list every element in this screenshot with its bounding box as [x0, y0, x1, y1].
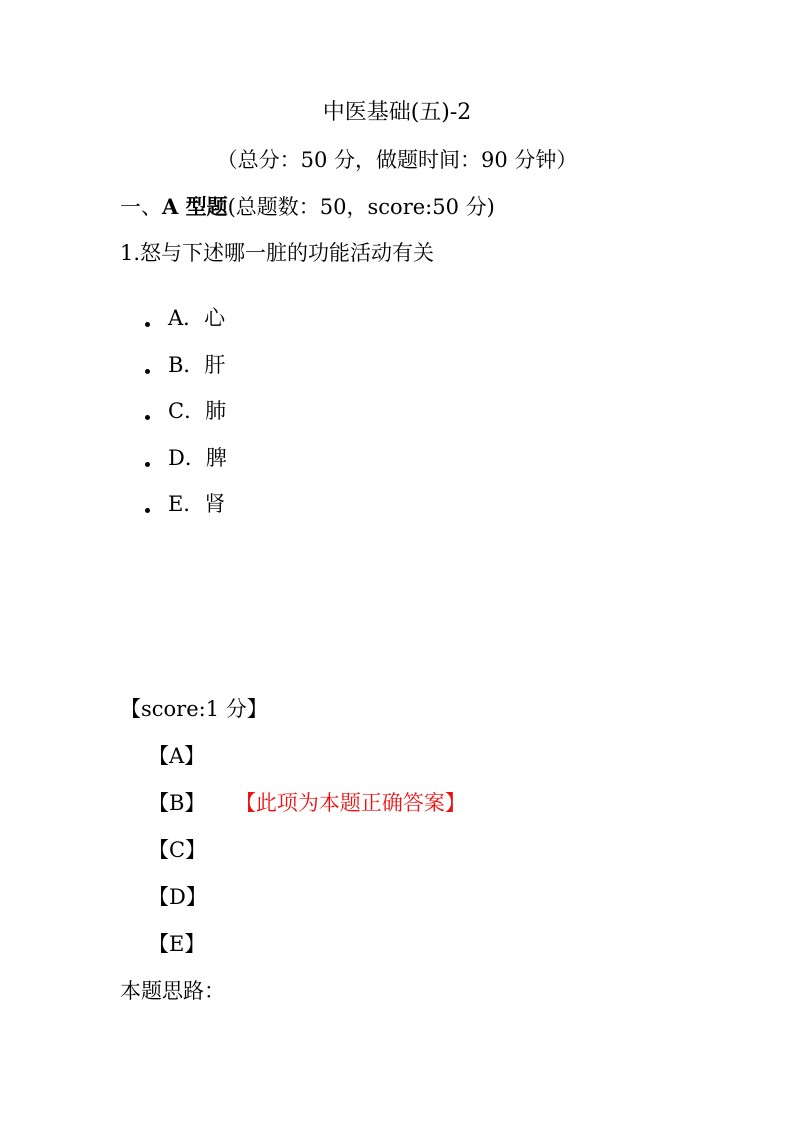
bullet-icon: [145, 415, 150, 420]
option-item: [145, 396, 227, 443]
option-label: D．脾: [168, 445, 227, 470]
section-prefix: 一、: [120, 195, 162, 219]
bullet-icon: [145, 508, 150, 513]
bullet-icon: [145, 462, 150, 467]
answer-list: [148, 741, 466, 976]
option-list: [145, 303, 227, 536]
explanation-label: 本题思路：: [120, 979, 225, 1003]
answer-item-c: [148, 835, 466, 882]
bullet-icon: [145, 322, 150, 327]
answer-label: 【A】: [148, 744, 206, 768]
option-label: E．肾: [168, 492, 226, 516]
answer-item-e: [148, 929, 466, 976]
exam-subtitle: （总分：50 分，做题时间：90 分钟）: [216, 148, 578, 172]
bullet-icon: [145, 369, 150, 374]
answer-item-b: [148, 788, 466, 835]
correct-answer-note: 【此项为本题正确答案】: [245, 791, 466, 815]
answer-label: 【D】: [148, 885, 207, 909]
question-text: 1.怒与下述哪一脏的功能活动有关: [120, 241, 435, 265]
section-heading: [120, 192, 495, 222]
option-label: B．肝: [168, 352, 226, 377]
score-label: 【score:1 分】: [120, 697, 268, 721]
option-item: [145, 350, 227, 397]
answer-label: 【C】: [148, 838, 207, 862]
section-detail: (总题数：50，score:50 分): [227, 195, 495, 219]
exam-title: 中医基础(五)-2: [322, 100, 472, 125]
option-label: C．肺: [168, 399, 227, 423]
option-item: [145, 303, 227, 350]
answer-label: 【B】: [148, 791, 206, 815]
option-item: [145, 489, 227, 536]
section-type-label: A 型题: [162, 194, 228, 219]
answer-item-d: [148, 882, 466, 929]
option-label: A．心: [168, 306, 226, 330]
answer-label: 【E】: [148, 932, 206, 956]
option-item: [145, 443, 227, 490]
answer-item-a: [148, 741, 466, 788]
